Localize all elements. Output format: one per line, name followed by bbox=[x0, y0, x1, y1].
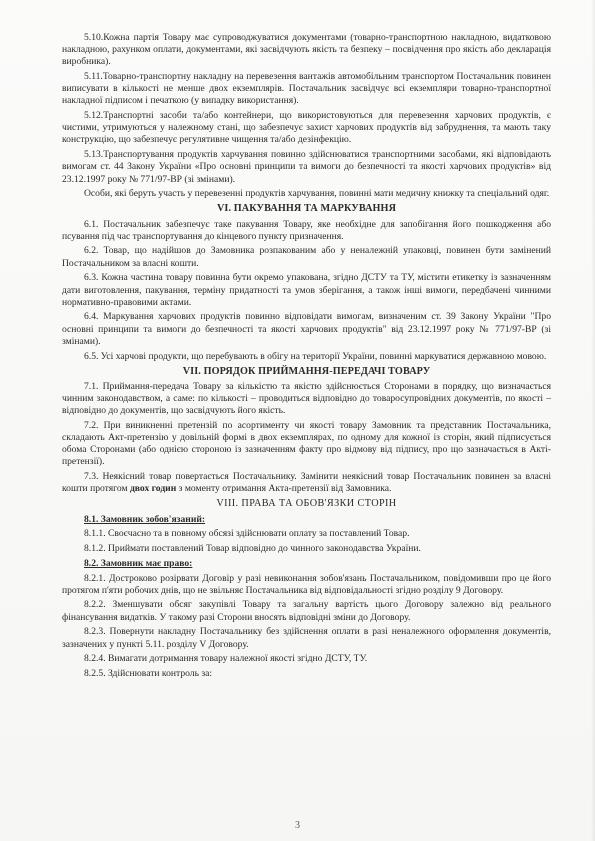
clause-8-1-1: 8.1.1. Своєчасно та в повному обсязі здійснювати оплату за поставлений Товар. bbox=[84, 528, 410, 540]
section-6-heading: VI. ПАКУВАННЯ ТА МАРКУВАННЯ bbox=[216, 203, 397, 215]
clause-8-2-title: 8.2. Замовник має право: bbox=[84, 557, 193, 569]
clause-7-3-text-c: з моменту отримання Акта-претензії від Замовника. bbox=[176, 483, 392, 495]
clause-5-13: 5.13.Транспортування продуктів харчування повинно здійснюватися транспортними засобами, які відповідають вимогам ст. 44 Закону України «Про основні принципи та вимоги до безпечності та якості харчових продуктів» від 23.12.1997 року № 771/97-ВР (зі змінами). bbox=[62, 149, 551, 185]
scan-edge-shadow bbox=[591, 0, 595, 841]
page-number: 3 bbox=[295, 820, 300, 831]
clause-5-10: 5.10.Кожна партія Товару має супроводжуватися документами (товарно-транспортною накладною, видатковою накладною, рахунком оплати, документами, які засвідчують якість та безпеку – посвідчення про якість або декларація виробника). bbox=[62, 32, 551, 68]
clause-5-12: 5.12.Транспортні засоби та/або контейнери, що використовуються для перевезення харчових продуктів, є чистими, утримуються у належному стані, що забезпечує захист харчових продуктів від забруднення, та мають таку конструкцію, що забезпечує регулятивне чищення та/або дезінфекцію. bbox=[62, 110, 551, 146]
clause-7-3-deadline: двох годин bbox=[129, 483, 177, 495]
clause-6-3: 6.3. Кожна частина товару повинна бути окремо упакована, згідно ДСТУ та ТУ, містити етикетку із зазначенням дати виготовлення, пакування, терміну придатності та умов зберігання, а також інші вимоги, передбачені чинними нормативно-правовими актами. bbox=[62, 272, 551, 308]
clause-5-11: 5.11.Товарно-транспортну накладну на перевезення вантажів автомобільним транспортом Постачальник повинен виписувати в кількості не менше двох екземплярів. Постачальник засвідчує всі екземпляри товарно-транспортної накладної підписом і печаткою (у випадку використання). bbox=[62, 71, 551, 107]
section-7-heading: VII. ПОРЯДОК ПРИЙМАННЯ-ПЕРЕДАЧІ ТОВАРУ bbox=[182, 365, 431, 377]
clause-8-1 bbox=[62, 514, 551, 526]
clause-8-1-2: 8.1.2. Приймати поставлений Товар відповідно до чинного законодавства України. bbox=[84, 543, 421, 555]
clause-6-4: 6.4. Маркування харчових продуктів повинно відповідати вимогам, визначеним ст. 39 Закону України "Про основні принципи та вимоги до безпечності та якості харчових продуктів" від 23.12.1997 року № 771/97-ВР (зі змінами). bbox=[62, 311, 551, 347]
clause-5-staff: Особи, які беруть участь у перевезенні продуктів харчування, повинні мати медичну книжку та спеціальний одяг. bbox=[84, 188, 550, 200]
clause-7-3 bbox=[62, 471, 551, 495]
clause-6-1: 6.1. Постачальник забезпечує таке пакування Товару, яке необхідне для запобігання його пошкодження або псування під час транспортування до кінцевого пункту призначення. bbox=[62, 218, 551, 242]
clause-7-3-text-a: 7.3. Неякісний товар повертається Постачальнику. Замінити неякісний товар Постачальник повинен за власні кошти протягом bbox=[62, 471, 551, 495]
clause-8-2-1: 8.2.1. Достроково розірвати Договір у разі невиконання зобов'язань Постачальником, повідомивши про це його протягом п'яти робочих днів, що не звільняє Постачальника від відповідальності згідно розділу 9 Договору. bbox=[62, 572, 551, 596]
clause-8-2 bbox=[62, 558, 551, 570]
clause-8-2-4: 8.2.4. Вимагати дотримання товару належної якості згідно ДСТУ, ТУ. bbox=[84, 653, 368, 665]
clause-8-2-3: 8.2.3. Повернути накладну Постачальнику без здійснення оплати в разі неналежного оформлення документів, зазначених у пункті 5.11. розділу V Договору. bbox=[62, 626, 551, 650]
clause-6-2: 6.2. Товар, що надійшов до Замовника розпакованим або у неналежній упаковці, повинен бути замінений Постачальником за власні кошти. bbox=[62, 245, 551, 269]
clause-7-2: 7.2. При виникненні претензій по асортименту чи якості товару Замовник та представник Постачальника, складають Акт-претензію у довільній формі в двох екземплярах, по одному для кожної із сторін, який підписується обома Сторонами (або однією стороною із зазначенням факту про відмову від підпису, про що зазначається в Акті-претензії). bbox=[62, 419, 551, 468]
clause-8-2-5: 8.2.5. Здійснювати контроль за: bbox=[84, 668, 213, 680]
clause-8-2-2: 8.2.2. Зменшувати обсяг закупівлі Товару та загальну вартість цього Договору залежно від реального фінансування видатків. У такому разі Сторони вносять відповідні зміни до Договору. bbox=[62, 599, 551, 623]
section-8-heading: VIII. ПРАВА ТА ОБОВ'ЯЗКИ СТОРІН bbox=[216, 498, 397, 510]
document-body bbox=[62, 32, 551, 680]
clause-7-1: 7.1. Приймання-передача Товару за кількістю та якістю здійснюється Сторонами в порядку, що визначається чинним законодавством, а саме: по кількості – проводиться відповідно до товаросупровідних документів, по якості – відповідно до документів, що засвідчують його якість. bbox=[62, 380, 551, 417]
clause-6-5: 6.5. Усі харчові продукти, що перебувають в обігу на території України, повинні маркуватися державною мовою. bbox=[84, 350, 547, 362]
clause-8-1-title: 8.1. Замовник зобов'язаний: bbox=[84, 513, 206, 525]
